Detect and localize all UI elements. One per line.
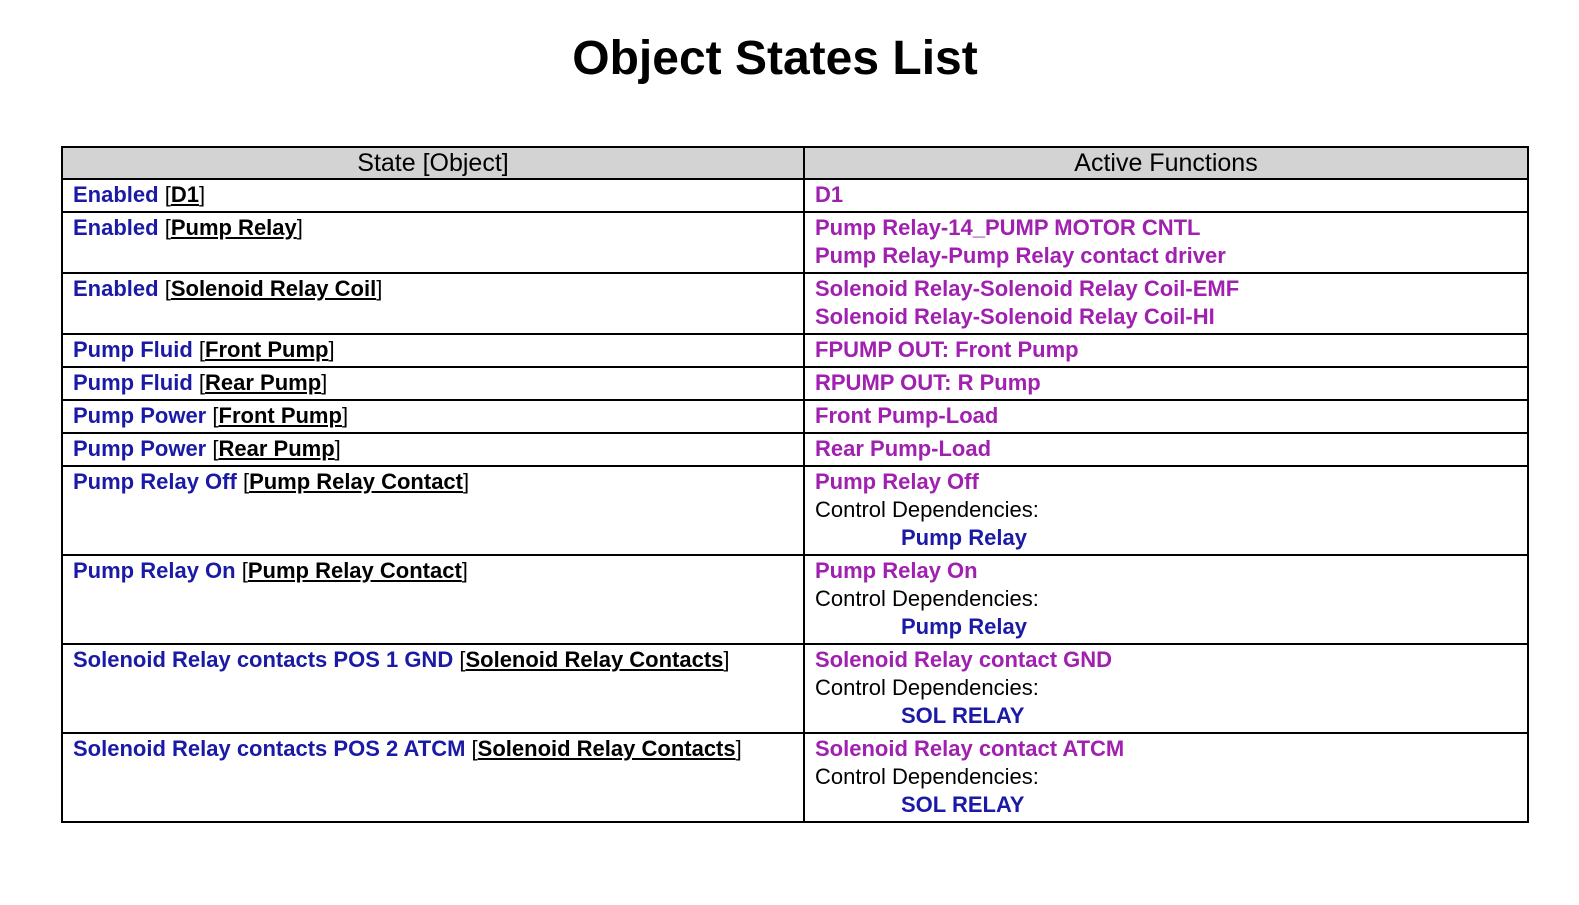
- object-link[interactable]: Pump Relay Contact: [249, 469, 463, 494]
- open-bracket: [: [459, 647, 466, 672]
- object-link[interactable]: Solenoid Relay Coil: [170, 276, 377, 301]
- functions-cell: [804, 644, 1528, 733]
- object-link[interactable]: Front Pump: [205, 337, 329, 362]
- control-dependencies-label: Control Dependencies:: [815, 497, 1039, 522]
- state-cell: [62, 367, 804, 400]
- table-row: [62, 179, 1528, 212]
- state-name: Enabled: [73, 215, 159, 240]
- control-dependency: Pump Relay: [901, 614, 1027, 639]
- close-bracket: ]: [321, 370, 328, 395]
- active-function: Pump Relay Off: [815, 469, 979, 494]
- close-bracket: ]: [735, 736, 742, 761]
- active-function: Pump Relay-Pump Relay contact driver: [815, 243, 1226, 268]
- object-link[interactable]: Rear Pump: [205, 370, 322, 395]
- active-function: Solenoid Relay contact ATCM: [815, 736, 1125, 761]
- open-bracket: [: [198, 370, 206, 395]
- state-name: Pump Power: [73, 436, 207, 461]
- close-bracket: ]: [723, 647, 730, 672]
- close-bracket: ]: [341, 403, 349, 428]
- object-link[interactable]: D1: [170, 182, 199, 207]
- state-name: Pump Relay On: [73, 558, 236, 583]
- open-bracket: [: [164, 276, 171, 301]
- state-cell: [62, 466, 804, 555]
- state-name: Pump Fluid: [73, 370, 193, 395]
- object-link[interactable]: Pump Relay: [170, 215, 297, 240]
- active-function: FPUMP OUT: Front Pump: [815, 337, 1079, 362]
- control-dependency: SOL RELAY: [901, 792, 1025, 817]
- object-link[interactable]: Front Pump: [218, 403, 342, 428]
- table-row: [62, 212, 1528, 273]
- close-bracket: ]: [463, 469, 470, 494]
- close-bracket: ]: [198, 182, 206, 207]
- active-function: Pump Relay On: [815, 558, 978, 583]
- object-link[interactable]: Pump Relay Contact: [247, 558, 462, 583]
- state-name: Solenoid Relay contacts POS 1 GND: [73, 647, 454, 672]
- state-cell: [62, 273, 804, 334]
- object-link[interactable]: Rear Pump: [218, 436, 335, 461]
- functions-cell: [804, 466, 1528, 555]
- table-body: [62, 179, 1528, 822]
- active-function: RPUMP OUT: R Pump: [815, 370, 1041, 395]
- table-row: [62, 400, 1528, 433]
- active-function: Solenoid Relay contact GND: [815, 647, 1113, 672]
- table-row: [62, 273, 1528, 334]
- control-dependencies-label: Control Dependencies:: [815, 764, 1039, 789]
- functions-cell: [804, 400, 1528, 433]
- state-cell: [62, 433, 804, 466]
- functions-cell: [804, 334, 1528, 367]
- functions-cell: [804, 555, 1528, 644]
- open-bracket: [: [164, 182, 171, 207]
- control-dependencies-label: Control Dependencies:: [815, 675, 1039, 700]
- table-row: [62, 644, 1528, 733]
- table-row: [62, 334, 1528, 367]
- table-row: [62, 733, 1528, 822]
- active-function: Solenoid Relay-Solenoid Relay Coil-HI: [815, 304, 1215, 329]
- object-link[interactable]: Solenoid Relay Contacts: [477, 736, 736, 761]
- close-bracket: ]: [461, 558, 468, 583]
- functions-cell: [804, 273, 1528, 334]
- active-function: Pump Relay-14_PUMP MOTOR CNTL: [815, 215, 1201, 240]
- open-bracket: [: [471, 736, 478, 761]
- control-dependencies-label: Control Dependencies:: [815, 586, 1039, 611]
- state-name: Pump Power: [73, 403, 207, 428]
- functions-cell: [804, 179, 1528, 212]
- state-cell: [62, 555, 804, 644]
- active-function: Rear Pump-Load: [815, 436, 992, 461]
- open-bracket: [: [212, 403, 219, 428]
- page-title: Object States List: [572, 32, 978, 85]
- table-header-row: [62, 147, 1528, 179]
- close-bracket: ]: [328, 337, 335, 362]
- close-bracket: ]: [334, 436, 341, 461]
- state-cell: [62, 733, 804, 822]
- object-link[interactable]: Solenoid Relay Contacts: [465, 647, 724, 672]
- state-cell: [62, 644, 804, 733]
- object-states-table: [61, 146, 1529, 823]
- table-row: [62, 367, 1528, 400]
- state-name: Pump Fluid: [73, 337, 193, 362]
- open-bracket: [: [198, 337, 206, 362]
- state-name: Enabled: [73, 182, 159, 207]
- control-dependency: Pump Relay: [901, 525, 1027, 550]
- active-function: D1: [815, 182, 844, 207]
- active-function: Front Pump-Load: [815, 403, 999, 428]
- table-row: [62, 466, 1528, 555]
- close-bracket: ]: [376, 276, 383, 301]
- state-cell: [62, 400, 804, 433]
- control-dependency: SOL RELAY: [901, 703, 1025, 728]
- state-name: Solenoid Relay contacts POS 2 ATCM: [73, 736, 466, 761]
- state-name: Pump Relay Off: [73, 469, 237, 494]
- state-cell: [62, 212, 804, 273]
- open-bracket: [: [242, 469, 250, 494]
- functions-column-header: Active Functions: [804, 147, 1528, 179]
- state-name: Enabled: [73, 276, 159, 301]
- open-bracket: [: [241, 558, 248, 583]
- close-bracket: ]: [296, 215, 303, 240]
- functions-cell: [804, 212, 1528, 273]
- state-cell: [62, 334, 804, 367]
- active-function: Solenoid Relay-Solenoid Relay Coil-EMF: [815, 276, 1240, 301]
- table-row: [62, 433, 1528, 466]
- state-cell: [62, 179, 804, 212]
- state-column-header: State [Object]: [62, 147, 804, 179]
- table-row: [62, 555, 1528, 644]
- open-bracket: [: [212, 436, 219, 461]
- functions-cell: [804, 433, 1528, 466]
- functions-cell: [804, 733, 1528, 822]
- open-bracket: [: [164, 215, 171, 240]
- functions-cell: [804, 367, 1528, 400]
